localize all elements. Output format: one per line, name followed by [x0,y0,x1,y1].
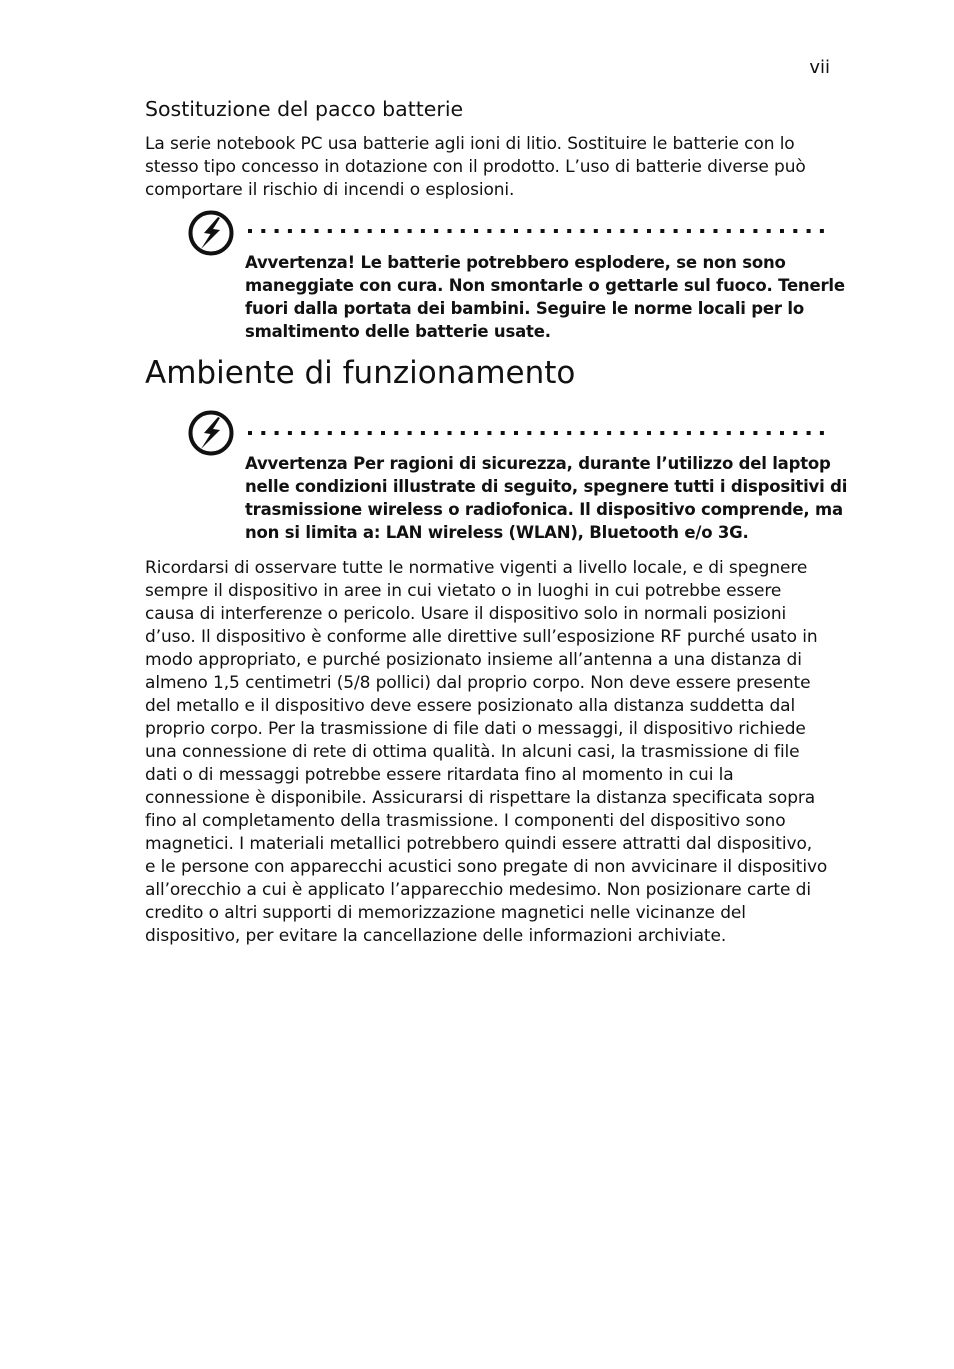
warning-line: Avvertenza! Le batterie potrebbero esplodere, se non sono [245,253,786,272]
paragraph-line: credito o altri supporti di memorizzazione magnetici nelle vicinanze del [145,903,746,923]
battery-warning-text [245,251,845,343]
paragraph-line: fino al completamento della trasmissione. I componenti del dispositivo sono [145,811,786,831]
environment-section-paragraph [145,557,835,948]
warning-divider [246,228,832,234]
paragraph-line: almeno 1,5 centimetri (5/8 pollici) dal proprio corpo. Non deve essere presente [145,673,811,693]
lightning-bolt-warning-icon [187,209,235,257]
warning-divider [246,430,832,436]
environment-section-heading: Ambiente di funzionamento [145,355,576,391]
paragraph-line: modo appropriato, e purché posizionato insieme all’antenna a una distanza di [145,650,802,670]
paragraph-line: del metallo e il dispositivo deve essere posizionato alla distanza suddetta dal [145,696,796,716]
paragraph-line: stesso tipo concesso in dotazione con il prodotto. L’uso di batterie diverse può [145,157,806,177]
paragraph-line: dispositivo, per evitare la cancellazione delle informazioni archiviate. [145,926,727,946]
paragraph-line: comportare il rischio di incendi o esplosioni. [145,180,515,200]
paragraph-line: connessione è disponibile. Assicurarsi di rispettare la distanza specificata sopra [145,788,816,808]
paragraph-line: e le persone con apparecchi acustici sono pregate di non avvicinare il dispositivo [145,857,828,877]
lightning-bolt-warning-icon [187,409,235,457]
warning-line: trasmissione wireless o radiofonica. Il dispositivo comprende, ma [245,500,843,519]
environment-warning-text [245,452,848,544]
warning-line: non si limita a: LAN wireless (WLAN), Bluetooth e/o 3G. [245,523,749,542]
warning-line: smaltimento delle batterie usate. [245,322,551,341]
paragraph-line: causa di interferenze o pericolo. Usare il dispositivo solo in normali posizioni [145,604,787,624]
paragraph-line: Ricordarsi di osservare tutte le normative vigenti a livello locale, e di spegnere [145,558,808,578]
warning-line: nelle condizioni illustrate di seguito, spegnere tutti i dispositivi di [245,477,848,496]
paragraph-line: proprio corpo. Per la trasmissione di file dati o messaggi, il dispositivo richiede [145,719,806,739]
warning-line: fuori dalla portata dei bambini. Seguire le norme locali per lo [245,299,804,318]
battery-section-heading: Sostituzione del pacco batterie [145,97,464,121]
paragraph-line: magnetici. I materiali metallici potrebbero quindi essere attratti dal dispositivo, [145,834,813,854]
paragraph-line: all’orecchio a cui è applicato l’apparecchio medesimo. Non posizionare carte di [145,880,811,900]
paragraph-line: sempre il dispositivo in aree in cui vietato o in luoghi in cui potrebbe essere [145,581,782,601]
paragraph-line: una connessione di rete di ottima qualità. In alcuni casi, la trasmissione di file [145,742,800,762]
warning-line: Avvertenza Per ragioni di sicurezza, durante l’utilizzo del laptop [245,454,831,473]
paragraph-line: d’uso. Il dispositivo è conforme alle direttive sull’esposizione RF purché usato in [145,627,818,647]
paragraph-line: dati o di messaggi potrebbe essere ritardata fino al momento in cui la [145,765,734,785]
paragraph-line: La serie notebook PC usa batterie agli ioni di litio. Sostituire le batterie con lo [145,134,795,154]
warning-line: maneggiate con cura. Non smontarle o gettarle sul fuoco. Tenerle [245,276,845,295]
battery-section-paragraph [145,133,835,202]
page-number: vii [809,57,830,78]
